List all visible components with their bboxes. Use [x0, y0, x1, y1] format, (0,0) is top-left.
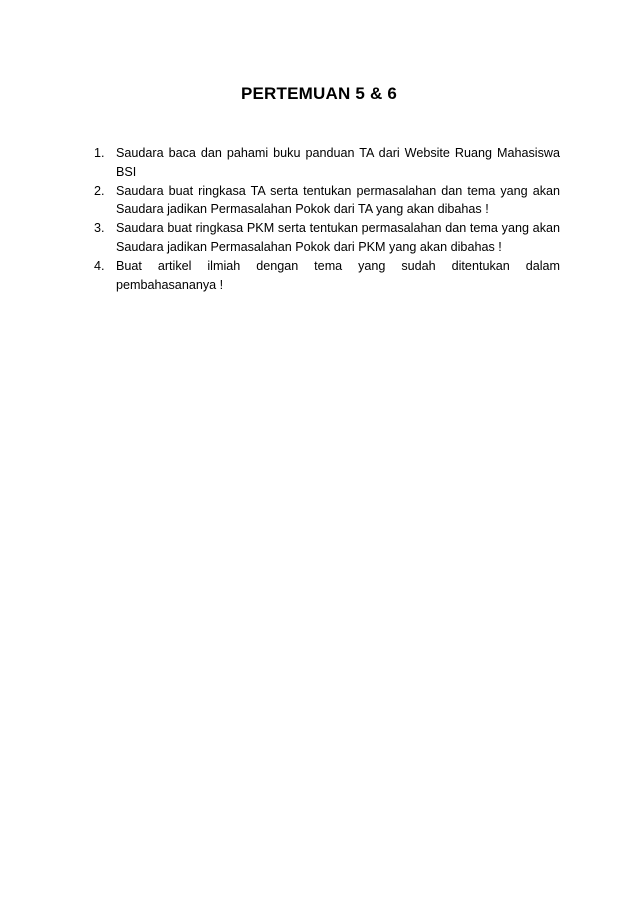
list-item — [94, 182, 560, 220]
list-item — [94, 257, 560, 295]
list-item-text: Saudara buat ringkasa PKM serta tentukan permasalahan dan tema yang akan Saudara jadikan Permasalahan Pokok dari PKM yang akan dibahas ! — [116, 221, 560, 254]
list-item-number: 3. — [94, 221, 105, 236]
list-item-text: Buat artikel ilmiah dengan tema yang sudah ditentukan dalam pembahasananya ! — [116, 258, 560, 292]
list-item — [94, 144, 560, 182]
task-list — [94, 144, 560, 294]
page-title: PERTEMUAN 5 & 6 — [240, 84, 398, 103]
list-item-text: Saudara buat ringkasa TA serta tentukan permasalahan dan tema yang akan Saudara jadikan Permasalahan Pokok dari TA yang akan dibahas ! — [116, 183, 560, 217]
list-item-number: 1. — [94, 146, 105, 160]
list-item-number: 2. — [94, 183, 105, 198]
list-item-text: Saudara baca dan pahami buku panduan TA dari Website Ruang Mahasiswa BSI — [116, 146, 560, 179]
list-item — [94, 219, 560, 257]
list-item-number: 4. — [94, 258, 105, 273]
